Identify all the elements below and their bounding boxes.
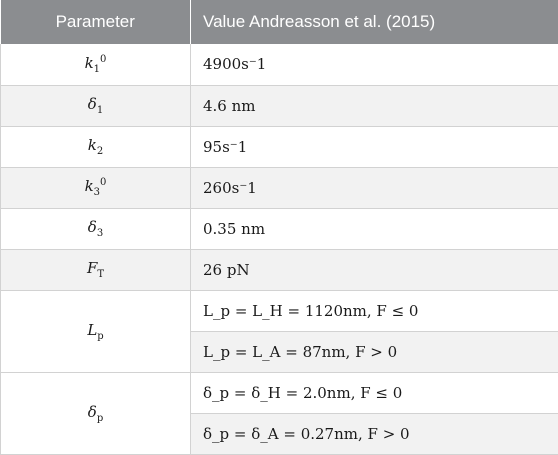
- value-cell: 95s⁻1: [191, 126, 558, 167]
- param-cell: $\delta_1$: [1, 85, 191, 126]
- table-row: [1, 372, 558, 413]
- param-cell: $\delta_p$: [1, 372, 191, 454]
- value-cell: 26 pN: [191, 249, 558, 290]
- value-cell: 0.35 nm: [191, 208, 558, 249]
- table-row: [1, 126, 558, 167]
- table-row: [1, 85, 558, 126]
- header-value: Value Andreasson et al. (2015): [191, 0, 558, 44]
- table-row: [1, 249, 558, 290]
- value-cell: δ_p = δ_H = 2.0nm, F ≤ 0: [191, 372, 558, 413]
- value-cell: L_p = L_H = 1120nm, F ≤ 0: [191, 290, 558, 331]
- param-cell: $k_3^0$: [1, 167, 191, 208]
- param-cell: $k_2$: [1, 126, 191, 167]
- value-cell: 4.6 nm: [191, 85, 558, 126]
- header-parameter: Parameter: [1, 0, 191, 44]
- value-cell: δ_p = δ_A = 0.27nm, F > 0: [191, 413, 558, 454]
- table-row: [1, 208, 558, 249]
- param-cell: $L_p$: [1, 290, 191, 372]
- table-header-row: [1, 0, 558, 44]
- value-cell: 4900s⁻1: [191, 44, 558, 85]
- value-cell: 260s⁻1: [191, 167, 558, 208]
- table-row: [1, 167, 558, 208]
- param-cell: $k_1^0$: [1, 44, 191, 85]
- table-row: [1, 290, 558, 331]
- value-cell: L_p = L_A = 87nm, F > 0: [191, 331, 558, 372]
- table-row: [1, 44, 558, 85]
- param-cell: $F_T$: [1, 249, 191, 290]
- param-cell: $\delta_3$: [1, 208, 191, 249]
